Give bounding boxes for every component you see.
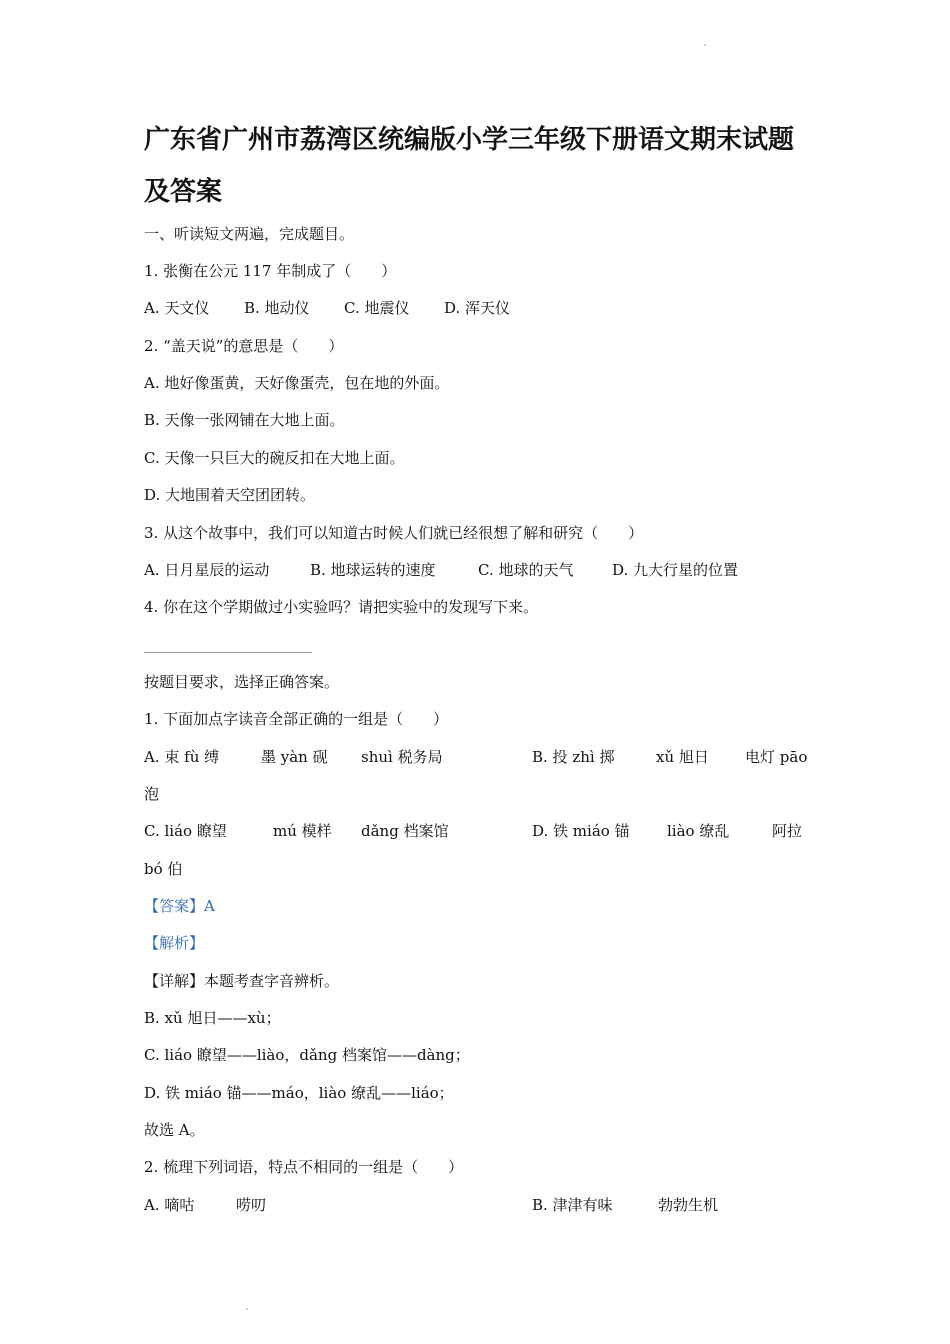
q1-option-d: D. 浑天仪 bbox=[444, 299, 511, 317]
s2-q1-option-d-2: liào 缭乱 bbox=[667, 822, 730, 840]
q2-option-b: B. 天像一张网铺在大地上面。 bbox=[144, 411, 345, 429]
detail-text: 【详解】本题考查字音辨析。 bbox=[144, 972, 340, 990]
q2-option-a: A. 地好像蛋黄，天好像蛋壳，包在地的外面。 bbox=[144, 374, 450, 392]
analysis-label: 【解析】 bbox=[144, 934, 205, 952]
q3-stem: 3. 从这个故事中，我们可以知道古时候人们就已经很想了解和研究（ ） bbox=[144, 524, 644, 542]
s2-q1-option-b-3: 电灯 pāo bbox=[745, 748, 808, 766]
s2-q1-option-b-2: xǔ 旭日 bbox=[656, 748, 709, 766]
scan-dot-top bbox=[704, 44, 706, 46]
conclusion: 故选 A。 bbox=[144, 1121, 205, 1139]
q1-stem: 1. 张衡在公元 117 年制成了（ ） bbox=[144, 262, 397, 280]
q1-option-c: C. 地震仪 bbox=[344, 299, 410, 317]
explanation-b: B. xǔ 旭日——xù； bbox=[144, 1009, 281, 1027]
scan-dot-bottom bbox=[246, 1308, 248, 1310]
section-divider bbox=[144, 652, 312, 653]
q2-option-d: D. 大地围着天空团团转。 bbox=[144, 486, 316, 504]
s2-q1-option-c-3: dǎng 档案馆 bbox=[361, 822, 449, 840]
s2-q2-option-a-1: A. 嘀咕 bbox=[144, 1196, 195, 1214]
document-title-line2: 及答案 bbox=[144, 177, 223, 207]
s2-q1-option-d-1: D. 铁 miáo 锚 bbox=[532, 822, 630, 840]
answer-label: 【答案】A bbox=[144, 897, 215, 915]
q4-stem: 4. 你在这个学期做过小实验吗？请把实验中的发现写下来。 bbox=[144, 598, 539, 616]
q1-option-a: A. 天文仪 bbox=[144, 299, 210, 317]
s2-q1-option-a-1: A. 束 fù 缚 bbox=[144, 748, 220, 766]
s2-q1-option-c-1: C. liáo 瞭望 bbox=[144, 822, 227, 840]
q2-stem: 2. “盖天说”的意思是（ ） bbox=[144, 337, 344, 355]
s2-q1-option-d-3: 阿拉 bbox=[772, 822, 803, 840]
s2-q1-option-b-1: B. 投 zhì 掷 bbox=[532, 748, 615, 766]
s2-q1-option-c-2: mú 模样 bbox=[273, 822, 332, 840]
q3-option-a: A. 日月星辰的运动 bbox=[144, 561, 270, 579]
explanation-c: C. liáo 瞭望——liào，dǎng 档案馆——dàng； bbox=[144, 1046, 470, 1064]
s2-q1-option-a-2: 墨 yàn 砚 bbox=[261, 748, 328, 766]
s2-q1-option-a-3: shuì 税务局 bbox=[361, 748, 443, 766]
document-title-line1: 广东省广州市荔湾区统编版小学三年级下册语文期末试题 bbox=[144, 125, 795, 155]
s2-q2-option-b-1: B. 津津有味 bbox=[532, 1196, 613, 1214]
section2-heading: 按题目要求，选择正确答案。 bbox=[144, 673, 340, 691]
s2-q2-option-b-2: 勃勃生机 bbox=[658, 1196, 719, 1214]
s2-q1-option-d-continued: bó 伯 bbox=[144, 860, 183, 878]
q3-option-d: D. 九大行星的位置 bbox=[612, 561, 739, 579]
q3-option-b: B. 地球运转的速度 bbox=[310, 561, 436, 579]
s2-q2-stem: 2. 梳理下列词语，特点不相同的一组是（ ） bbox=[144, 1158, 464, 1176]
s2-q1-option-b-continued: 泡 bbox=[144, 785, 160, 803]
q1-option-b: B. 地动仪 bbox=[244, 299, 310, 317]
q3-option-c: C. 地球的天气 bbox=[478, 561, 574, 579]
section1-heading: 一、听读短文两遍，完成题目。 bbox=[144, 225, 355, 243]
q2-option-c: C. 天像一只巨大的碗反扣在大地上面。 bbox=[144, 449, 405, 467]
s2-q1-stem: 1. 下面加点字读音全部正确的一组是（ ） bbox=[144, 710, 449, 728]
s2-q2-option-a-2: 唠叨 bbox=[236, 1196, 267, 1214]
explanation-d: D. 铁 miáo 锚——máo，liào 缭乱——liáo； bbox=[144, 1084, 454, 1102]
